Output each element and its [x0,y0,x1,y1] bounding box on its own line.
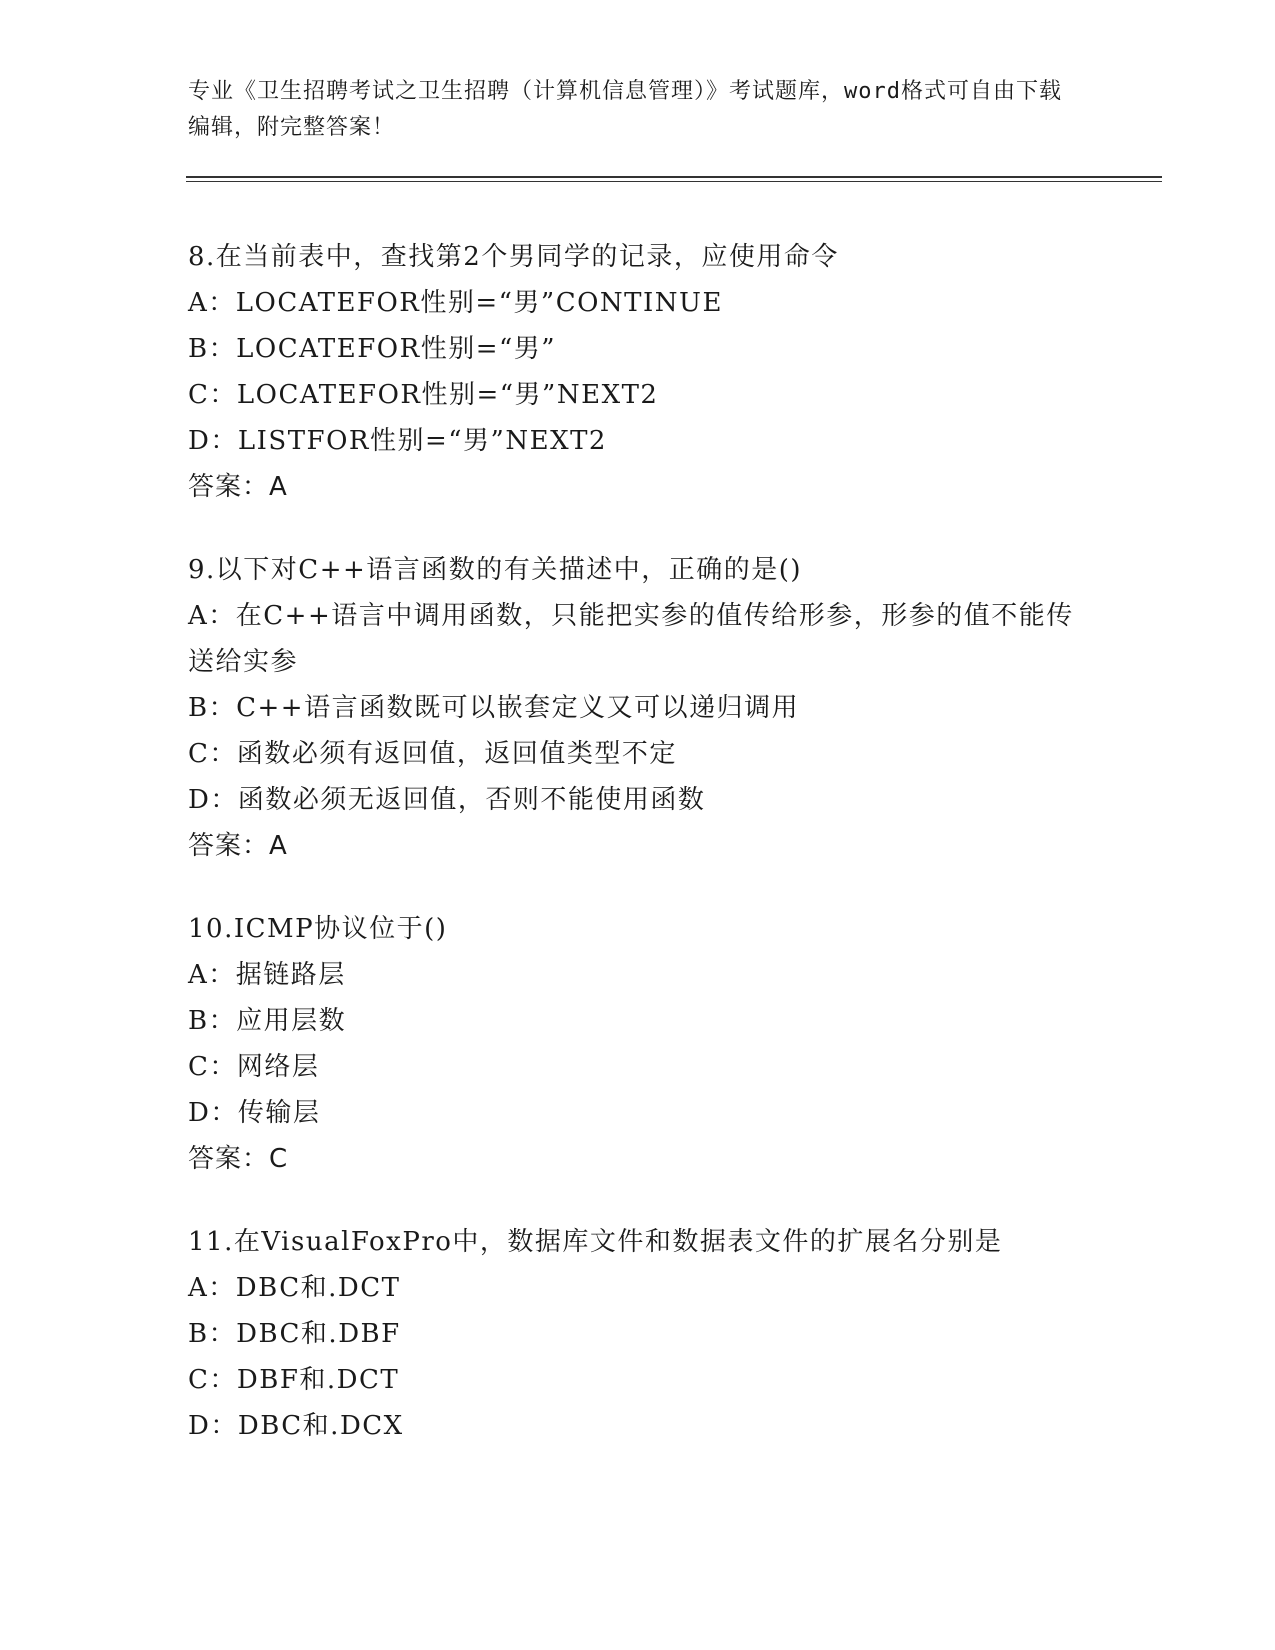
question-stem: 10.ICMP协议位于() [188,914,448,944]
option-d: D：DBC和.DCX [188,1411,404,1441]
question-8 [188,234,1088,510]
header-rule-thin [186,181,1162,182]
question-stem: 8.在当前表中，查找第2个男同学的记录，应使用命令 [188,242,839,272]
header-rule-thick [186,176,1162,178]
option-b: B：应用层数 [188,1006,347,1036]
option-a: A：DBC和.DCT [188,1273,401,1303]
question-11 [188,1219,1088,1449]
question-list [188,234,1088,1486]
question-10 [188,906,1088,1182]
option-c: C：函数必须有返回值，返回值类型不定 [188,739,677,769]
option-c: C：DBF和.DCT [188,1365,400,1395]
option-d: D：LISTFOR性别=“男”NEXT2 [188,426,607,456]
answer-line: 答案：A [188,831,288,861]
option-a: A：在C++语言中调用函数，只能把实参的值传给形参，形参的值不能传送给实参 [188,601,1074,677]
document-header: 专业《卫生招聘考试之卫生招聘（计算机信息管理）》考试题库，word格式可自由下载编辑，附完整答案！ [188,79,1062,140]
option-a: A：据链路层 [188,960,346,990]
question-stem: 9.以下对C++语言函数的有关描述中，正确的是() [188,555,803,585]
option-b: B：C++语言函数既可以嵌套定义又可以递归调用 [188,693,800,723]
question-stem: 11.在VisualFoxPro中，数据库文件和数据表文件的扩展名分别是 [188,1227,1003,1257]
answer-line: 答案：A [188,472,288,502]
option-b: B：DBC和.DBF [188,1319,401,1349]
option-d: D：函数必须无返回值，否则不能使用函数 [188,785,706,815]
option-c: C：网络层 [188,1052,320,1082]
option-a: A：LOCATEFOR性别=“男”CONTINUE [188,288,723,318]
option-d: D：传输层 [188,1098,321,1128]
option-c: C：LOCATEFOR性别=“男”NEXT2 [188,380,659,410]
question-9 [188,547,1088,869]
option-b: B：LOCATEFOR性别=“男” [188,334,557,364]
answer-line: 答案：C [188,1144,289,1174]
